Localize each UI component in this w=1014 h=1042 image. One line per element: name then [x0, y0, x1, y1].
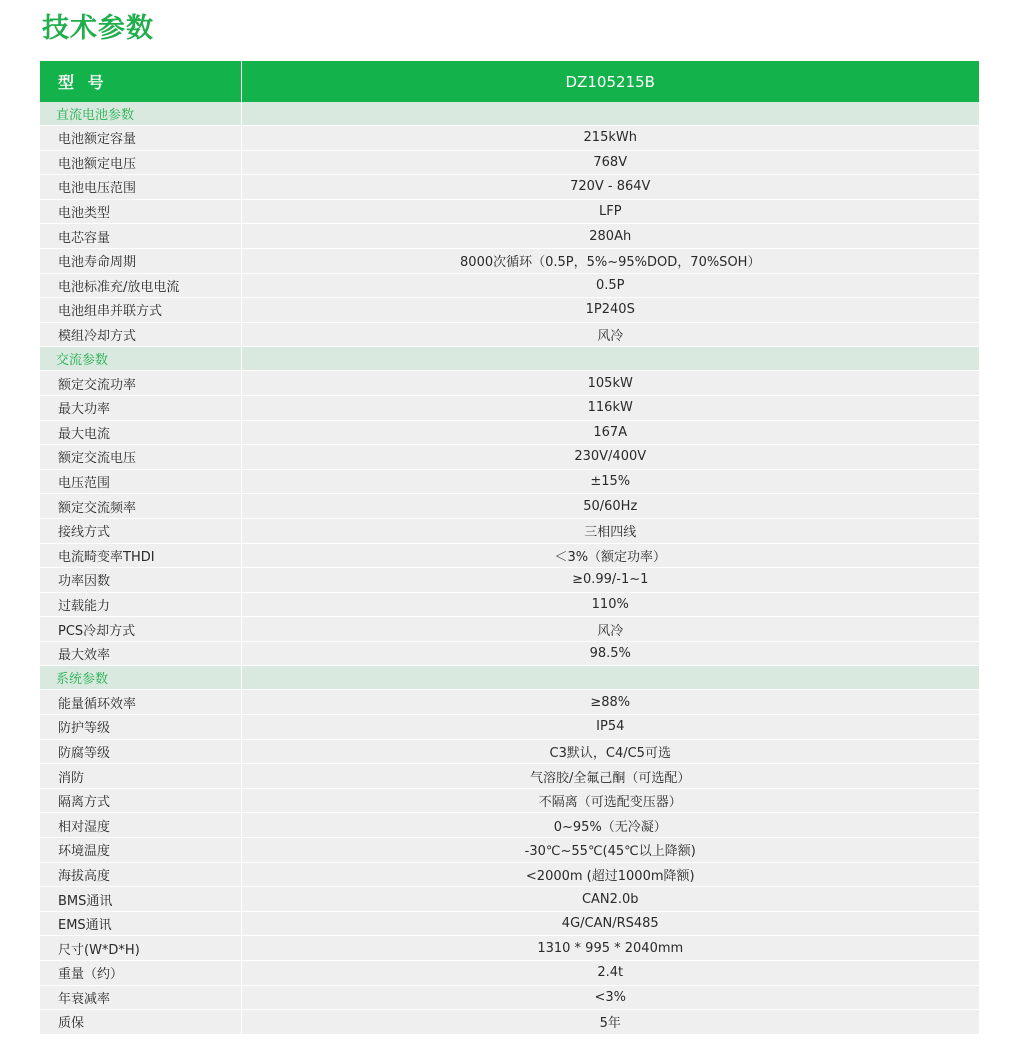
section-title: 直流电池参数: [40, 102, 241, 126]
spec-label: 模组冷却方式: [40, 322, 241, 347]
spec-label: 电池标准充/放电电流: [40, 273, 241, 298]
spec-row: [40, 985, 979, 1010]
spec-label: 隔离方式: [40, 788, 241, 813]
spec-row: [40, 592, 979, 617]
spec-value: 5年: [241, 1010, 979, 1035]
spec-label: 海拔高度: [40, 862, 241, 887]
spec-value: 三相四线: [241, 518, 979, 543]
spec-table-body: [40, 61, 979, 1034]
spec-value: 280Ah: [241, 224, 979, 249]
spec-label: 电芯容量: [40, 224, 241, 249]
spec-value: 不隔离（可选配变压器）: [241, 788, 979, 813]
spec-row: [40, 641, 979, 666]
spec-value: 98.5%: [241, 641, 979, 666]
spec-value: ±15%: [241, 469, 979, 494]
spec-value: 4G/CAN/RS485: [241, 911, 979, 936]
spec-label: 能量循环效率: [40, 690, 241, 715]
model-header-row: [40, 61, 979, 102]
spec-row: [40, 568, 979, 593]
spec-value: 720V - 864V: [241, 175, 979, 200]
spec-value: <2000m (超过1000m降额): [241, 862, 979, 887]
spec-row: [40, 150, 979, 175]
spec-label: 额定交流功率: [40, 371, 241, 396]
spec-row: [40, 322, 979, 347]
section-header-row: [40, 347, 979, 371]
spec-label: 电池组串并联方式: [40, 298, 241, 323]
spec-value: 气溶胶/全氟己酮（可选配）: [241, 764, 979, 789]
spec-row: [40, 690, 979, 715]
spec-label: 额定交流频率: [40, 494, 241, 519]
spec-label: 消防: [40, 764, 241, 789]
page-title: 技术参数: [42, 13, 154, 44]
spec-value: 230V/400V: [241, 445, 979, 470]
spec-label: 最大效率: [40, 641, 241, 666]
section-spacer: [241, 102, 979, 126]
spec-row: [40, 961, 979, 986]
spec-row: [40, 518, 979, 543]
spec-row: [40, 224, 979, 249]
spec-value: ≥0.99/-1~1: [241, 568, 979, 593]
spec-label: 电流畸变率THDI: [40, 543, 241, 568]
spec-value: IP54: [241, 715, 979, 740]
spec-label: 过载能力: [40, 592, 241, 617]
section-header-row: [40, 102, 979, 126]
spec-row: [40, 543, 979, 568]
spec-label: 电池额定容量: [40, 126, 241, 151]
spec-value: 2.4t: [241, 961, 979, 986]
spec-value: 1P240S: [241, 298, 979, 323]
section-title: 交流参数: [40, 347, 241, 371]
spec-value: 768V: [241, 150, 979, 175]
spec-label: 电池电压范围: [40, 175, 241, 200]
spec-value: 0.5P: [241, 273, 979, 298]
spec-label: PCS冷却方式: [40, 617, 241, 642]
spec-label: 功率因数: [40, 568, 241, 593]
spec-label: 最大电流: [40, 420, 241, 445]
spec-value: -30℃~55℃(45℃以上降额): [241, 838, 979, 863]
spec-row: [40, 862, 979, 887]
spec-label: EMS通讯: [40, 911, 241, 936]
spec-label: 质保: [40, 1010, 241, 1035]
spec-row: [40, 494, 979, 519]
spec-label: 电池寿命周期: [40, 248, 241, 273]
spec-label: 额定交流电压: [40, 445, 241, 470]
spec-row: [40, 445, 979, 470]
spec-row: [40, 838, 979, 863]
section-spacer: [241, 666, 979, 690]
spec-label: 电池额定电压: [40, 150, 241, 175]
spec-row: [40, 617, 979, 642]
spec-label: 环境温度: [40, 838, 241, 863]
spec-value: 50/60Hz: [241, 494, 979, 519]
model-header-value: DZ105215B: [241, 61, 979, 102]
spec-row: [40, 420, 979, 445]
spec-label: 相对湿度: [40, 813, 241, 838]
spec-value: 116kW: [241, 395, 979, 420]
spec-label: 最大功率: [40, 395, 241, 420]
spec-value: 167A: [241, 420, 979, 445]
spec-label: 重量（约）: [40, 961, 241, 986]
spec-label: 接线方式: [40, 518, 241, 543]
spec-label: BMS通讯: [40, 887, 241, 912]
spec-row: [40, 1010, 979, 1035]
spec-row: [40, 371, 979, 396]
spec-table: [40, 61, 979, 1035]
spec-row: [40, 395, 979, 420]
spec-label: 电池类型: [40, 199, 241, 224]
spec-label: 电压范围: [40, 469, 241, 494]
spec-value: 风冷: [241, 617, 979, 642]
section-title: 系统参数: [40, 666, 241, 690]
spec-row: [40, 175, 979, 200]
spec-value: 风冷: [241, 322, 979, 347]
spec-row: [40, 199, 979, 224]
spec-row: [40, 911, 979, 936]
spec-label: 年衰减率: [40, 985, 241, 1010]
section-spacer: [241, 347, 979, 371]
spec-value: 110%: [241, 592, 979, 617]
spec-value: ≥88%: [241, 690, 979, 715]
spec-row: [40, 739, 979, 764]
spec-row: [40, 469, 979, 494]
spec-label: 防腐等级: [40, 739, 241, 764]
spec-row: [40, 126, 979, 151]
spec-value: 0~95%（无冷凝）: [241, 813, 979, 838]
spec-value: ＜3%（额定功率）: [241, 543, 979, 568]
spec-row: [40, 273, 979, 298]
spec-row: [40, 248, 979, 273]
spec-value: 105kW: [241, 371, 979, 396]
spec-row: [40, 298, 979, 323]
spec-value: <3%: [241, 985, 979, 1010]
spec-row: [40, 936, 979, 961]
spec-value: 1310 * 995 * 2040mm: [241, 936, 979, 961]
model-header-label: 型 号: [40, 61, 241, 102]
spec-row: [40, 764, 979, 789]
spec-row: [40, 788, 979, 813]
spec-value: 8000次循环（0.5P，5%~95%DOD，70%SOH）: [241, 248, 979, 273]
spec-value: LFP: [241, 199, 979, 224]
spec-label: 尺寸(W*D*H): [40, 936, 241, 961]
spec-value: CAN2.0b: [241, 887, 979, 912]
spec-value: 215kWh: [241, 126, 979, 151]
spec-value: C3默认，C4/C5可选: [241, 739, 979, 764]
spec-label: 防护等级: [40, 715, 241, 740]
spec-row: [40, 813, 979, 838]
spec-row: [40, 715, 979, 740]
spec-row: [40, 887, 979, 912]
section-header-row: [40, 666, 979, 690]
